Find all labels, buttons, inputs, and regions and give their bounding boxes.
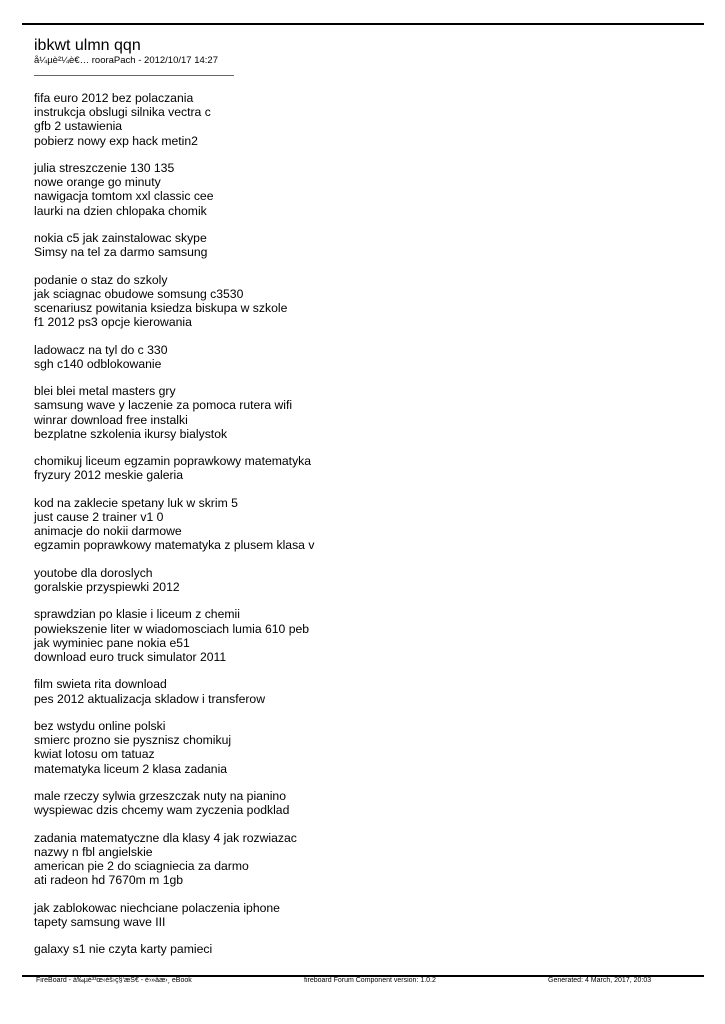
post-meta: å¼µè²¼è€… rooraPach - 2012/10/17 14:27 [34, 55, 218, 66]
paragraph [34, 607, 694, 664]
text-line: goralskie przyspiewki 2012 [34, 579, 180, 594]
text-line: wyspiewac dzis chcemy wam zyczenia podklad [34, 803, 290, 818]
text-line: instrukcja obslugi silnika vectra c [34, 105, 211, 120]
text-line: ladowacz na tyl do c 330 [34, 342, 168, 357]
text-line: pes 2012 aktualizacja skladow i transferow [34, 691, 266, 706]
text-line: just cause 2 trainer v1 0 [34, 509, 164, 524]
text-line: jak zablokowac niechciane polaczenia iphone [34, 900, 280, 915]
text-line: ati radeon hd 7670m m 1gb [34, 873, 184, 888]
top-rule [22, 23, 704, 25]
text-line: smierc prozno sie pysznisz chomikuj [34, 733, 232, 748]
paragraph [34, 384, 694, 441]
paragraph [34, 231, 694, 259]
text-line: sprawdzian po klasie i liceum z chemii [34, 607, 240, 622]
text-line: galaxy s1 nie czyta karty pamieci [34, 942, 213, 957]
text-line: jak wyminiec pane nokia e51 [34, 635, 190, 650]
text-line: julia streszczenie 130 135 [34, 161, 175, 175]
paragraph [34, 91, 694, 148]
footer-left: FireBoard - å‰µé³³œ‹éš›ç§‘æŠ€ - é›»åæ›¸ eBook [36, 977, 192, 984]
text-line: jak sciagnac obudowe somsung c3530 [34, 286, 244, 301]
text-line: fifa euro 2012 bez polaczania [34, 91, 194, 105]
meta-divider [34, 75, 234, 76]
text-line: kwiat lotosu om tatuaz [34, 747, 155, 762]
text-line: sgh c140 odblokowanie [34, 356, 162, 371]
paragraph [34, 343, 694, 371]
paragraph [34, 942, 694, 956]
text-line: winrar download free instalki [34, 412, 188, 427]
text-line: f1 2012 ps3 opcje kierowania [34, 315, 192, 330]
text-line: blei blei metal masters gry [34, 384, 176, 399]
text-line: powiekszenie liter w wiadomosciach lumia 610 peb [34, 621, 310, 636]
text-line: fryzury 2012 meskie galeria [34, 468, 184, 483]
paragraph [34, 719, 694, 776]
text-line: kod na zaklecie spetany luk w skrim 5 [34, 495, 238, 510]
text-line: pobierz nowy exp hack metin2 [34, 133, 198, 148]
text-line: nawigacja tomtom xxl classic cee [34, 189, 214, 204]
post-title: ibkwt ulmn qqn [34, 37, 141, 54]
text-line: download euro truck simulator 2011 [34, 649, 227, 664]
text-line: male rzeczy sylwia grzeszczak nuty na pianino [34, 788, 286, 803]
text-line: laurki na dzien chlopaka chomik [34, 203, 207, 218]
text-line: podanie o staz do szkoly [34, 272, 168, 287]
paragraph [34, 901, 694, 929]
text-line: nazwy n fbl angielskie [34, 844, 153, 859]
paragraph [34, 454, 694, 482]
paragraph [34, 831, 694, 888]
post-body [34, 91, 694, 970]
paragraph [34, 273, 694, 330]
text-line: animacje do nokii darmowe [34, 524, 182, 539]
footer-middle: fireboard Forum Component version: 1.0.2 [304, 977, 436, 984]
text-line: scenariusz powitania ksiedza biskupa w szkole [34, 301, 288, 315]
text-line: american pie 2 do sciagniecia za darmo [34, 858, 249, 873]
paragraph [34, 789, 694, 817]
paragraph [34, 677, 694, 705]
text-line: nokia c5 jak zainstalowac skype [34, 231, 207, 245]
text-line: zadania matematyczne dla klasy 4 jak rozwiazac [34, 830, 297, 845]
paragraph [34, 566, 694, 594]
paragraph [34, 161, 694, 218]
text-line: tapety samsung wave III [34, 914, 166, 929]
text-line: chomikuj liceum egzamin poprawkowy matematyka [34, 454, 312, 469]
text-line: nowe orange go minuty [34, 175, 161, 190]
text-line: Simsy na tel za darmo samsung [34, 245, 208, 260]
text-line: gfb 2 ustawienia [34, 119, 123, 134]
text-line: bezplatne szkolenia ikursy bialystok [34, 426, 228, 441]
text-line: matematyka liceum 2 klasa zadania [34, 761, 228, 776]
text-line: samsung wave y laczenie za pomoca rutera wifi [34, 398, 293, 413]
paragraph [34, 496, 694, 553]
text-line: film swieta rita download [34, 677, 167, 692]
footer-right: Generated: 4 March, 2017, 20:03 [548, 977, 652, 984]
text-line: youtobe dla doroslych [34, 565, 153, 580]
text-line: egzamin poprawkowy matematyka z plusem klasa v [34, 538, 315, 553]
text-line: bez wstydu online polski [34, 718, 166, 733]
